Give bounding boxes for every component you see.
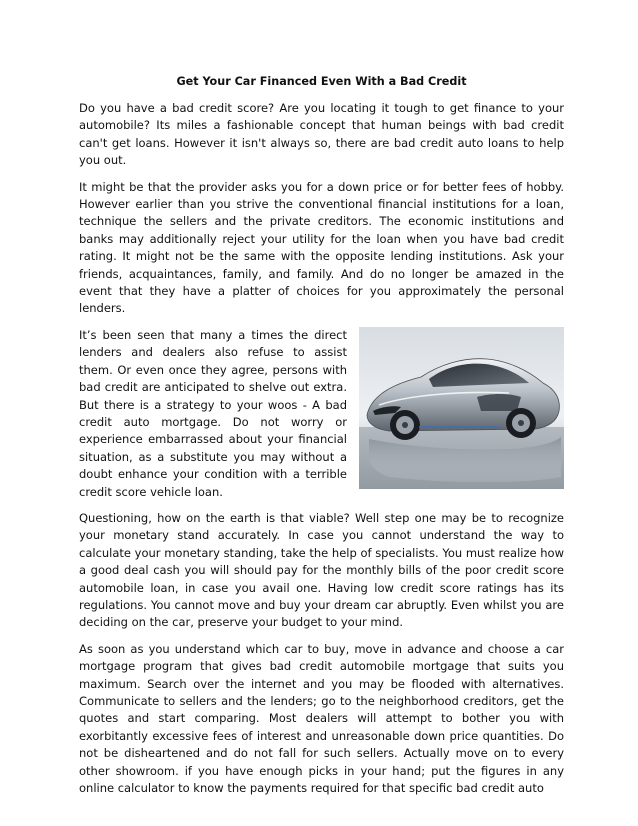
document-page (79, 74, 564, 806)
paragraph-2: It might be that the provider asks you for a down price or for better fees of hobby. However earlier than you strive the conventional financial institutions for a loan, technique the sellers and the private creditors. The economic institutions and banks may additionally reject your utility for the loan when you have bad credit rating. It might not be the same with the opposite lending institutions. Ask your friends, acquaintances, family, and family. And do no longer be amazed in the event that they have a platter of choices for you approximately the personal lenders. (79, 179, 564, 316)
image-text-block (79, 327, 564, 501)
sports-car-image (359, 327, 564, 489)
paragraph-1: Do you have a bad credit score? Are you locating it tough to get finance to your automobile? Its miles a fashionable concept that human beings with bad credit can't get loans. However it isn't always so, there are bad credit auto loans to help you out. (79, 101, 564, 168)
paragraph-4: Questioning, how on the earth is that viable? Well step one may be to recognize your monetary stand accurately. In case you cannot understand the way to calculate your monetary standing, take the help of specialists. You must realize how a good deal cash you will should pay for the monthly bills of the poor credit score automobile loan, in case you avail one. Having low credit score ratings has its regulations. You cannot move and buy your dream car abruptly. Even whilst you are deciding on the car, preserve your budget to your mind. (79, 510, 564, 630)
paragraph-5: As soon as you understand which car to buy, move in advance and choose a car mortgage program that gives bad credit automobile mortgage that suits you maximum. Search over the internet and you may be flooded with alternatives. Communicate to sellers and the lenders; go to the neighborhood creditors, get the quotes and start comparing. Most dealers will attempt to bother you with exorbitantly excessive fees of interest and unreasonable down price quantities. Do not be disheartened and do not fall for such sellers. Actually move on to every other showroom. if you have enough picks in your hand; put the figures in any online calculator to know the payments required for that specific bad credit auto (79, 641, 564, 796)
document-title: Get Your Car Financed Even With a Bad Credit (176, 75, 467, 88)
paragraph-3: It’s been seen that many a times the direct lenders and dealers also refuse to assist them. Or even once they agree, persons with bad credit are anticipated to shelve out extra. But there is a strategy to your woos - A bad credit auto mortgage. Do not worry or experience embarrassed about your financial situation, as a substitute you may without a doubt enhance your condition with a terrible credit score vehicle loan. (79, 327, 347, 499)
